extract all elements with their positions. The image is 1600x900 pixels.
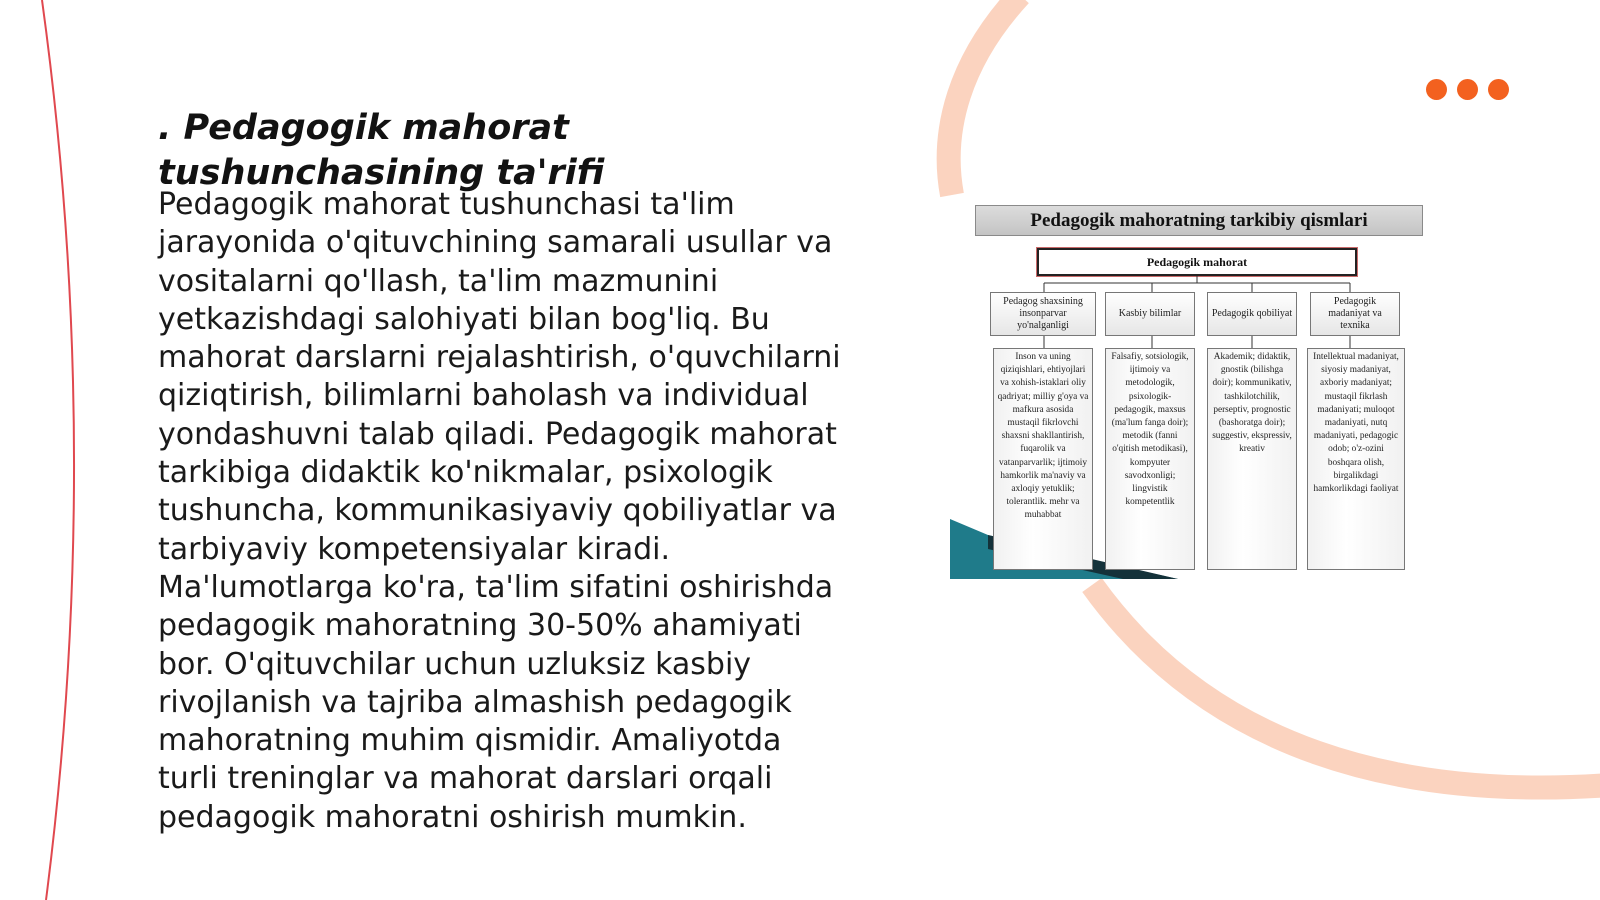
decorative-dots — [1426, 79, 1509, 100]
pedagogical-skills-diagram — [948, 203, 1434, 579]
slide-title: . Pedagogik mahorat tushunchasining ta'rifi — [158, 108, 605, 193]
decorative-arc-upper — [949, 0, 1020, 195]
diagram-column-title: Pedagogik madaniyat va texnika — [1310, 292, 1400, 336]
diagram-column-details: Intellektual madaniyat, siyosiy madaniyat, axboriy madaniyat; mustaqil fikrlash madaniyati; muloqot madaniyati, nutq madaniyati, pedagogic odob; o'z-ozini boshqara olish, birgalikdagi hamkorlikdagi faoliyat — [1307, 348, 1405, 570]
diagram-header: Pedagogik mahoratning tarkibiy qismlari — [975, 205, 1423, 236]
left-curve-line — [42, 0, 74, 900]
slide-body-text: Pedagogik mahorat tushunchasi ta'lim jarayonida o'qituvchining samarali usullar va vositalarni qo'llash, ta'lim mazmunini yetkazishdagi salohiyati bilan bog'liq. Bu mahorat darslarni rejalashtirish, o'quvchilarni qiziqtirish, bilimlarni baholash va individual yondashuvni talab qiladi. Pedagogik mahorat tarkibiga didaktik ko'nikmalar, psixologik tushuncha, kommunikasiyaviy qobiliyatlar va tarbiyaviy kompetensiyalar kiradi. Ma'lumotlarga ko'ra, ta'lim sifatini oshirishda pedagogik mahoratning 30-50% ahamiyati bor. O'qituvchilar uchun uzluksiz kasbiy rivojlanish va tajriba almashish pedagogik mahoratning muhim qismidir. Amaliyotda turli treninglar va mahorat darslari orqali pedagogik mahoratni oshirish mumkin. — [158, 187, 841, 835]
diagram-column-details: Falsafiy, sotsiologik, ijtimoiy va metodologik, psixologik-pedagogik, maxsus (ma'lum fanga doir); metodik (fanni o'qitish metodikasi), kompyuter savodxonligi; lingvistik kompetentlik — [1105, 348, 1195, 570]
diagram-column-title: Kasbiy bilimlar — [1105, 292, 1195, 336]
diagram-column-details: Akademik; didaktik, gnostik (bilishga doir); kommunikativ, tashkilotchilik, perseptiv, prognostic (bashoratga doir); suggestiv, ekspressiv, kreativ — [1207, 348, 1297, 570]
diagram-column-title: Pedagog shaxsining insonparvar yo'nalganligi — [990, 292, 1096, 336]
orange-dot — [1488, 79, 1509, 100]
orange-dot — [1426, 79, 1447, 100]
orange-dot — [1457, 79, 1478, 100]
diagram-root-node: Pedagogik mahorat — [1037, 248, 1357, 276]
decorative-arc-lower — [1092, 585, 1600, 788]
diagram-column-title: Pedagogik qobiliyat — [1207, 292, 1297, 336]
diagram-column-details: Inson va uning qiziqishlari, ehtiyojlari va xohish-istaklari oliy qadriyat; milliy g'oya va mafkura asosida mustaqil fikrlovchi shaxsni shakllantirish, fuqarolik va vatanparvarlik; ijtimoiy hamkorlik ma'naviy va axloqiy yetuklik; tolerantlik. mehr va muhabbat — [993, 348, 1093, 570]
